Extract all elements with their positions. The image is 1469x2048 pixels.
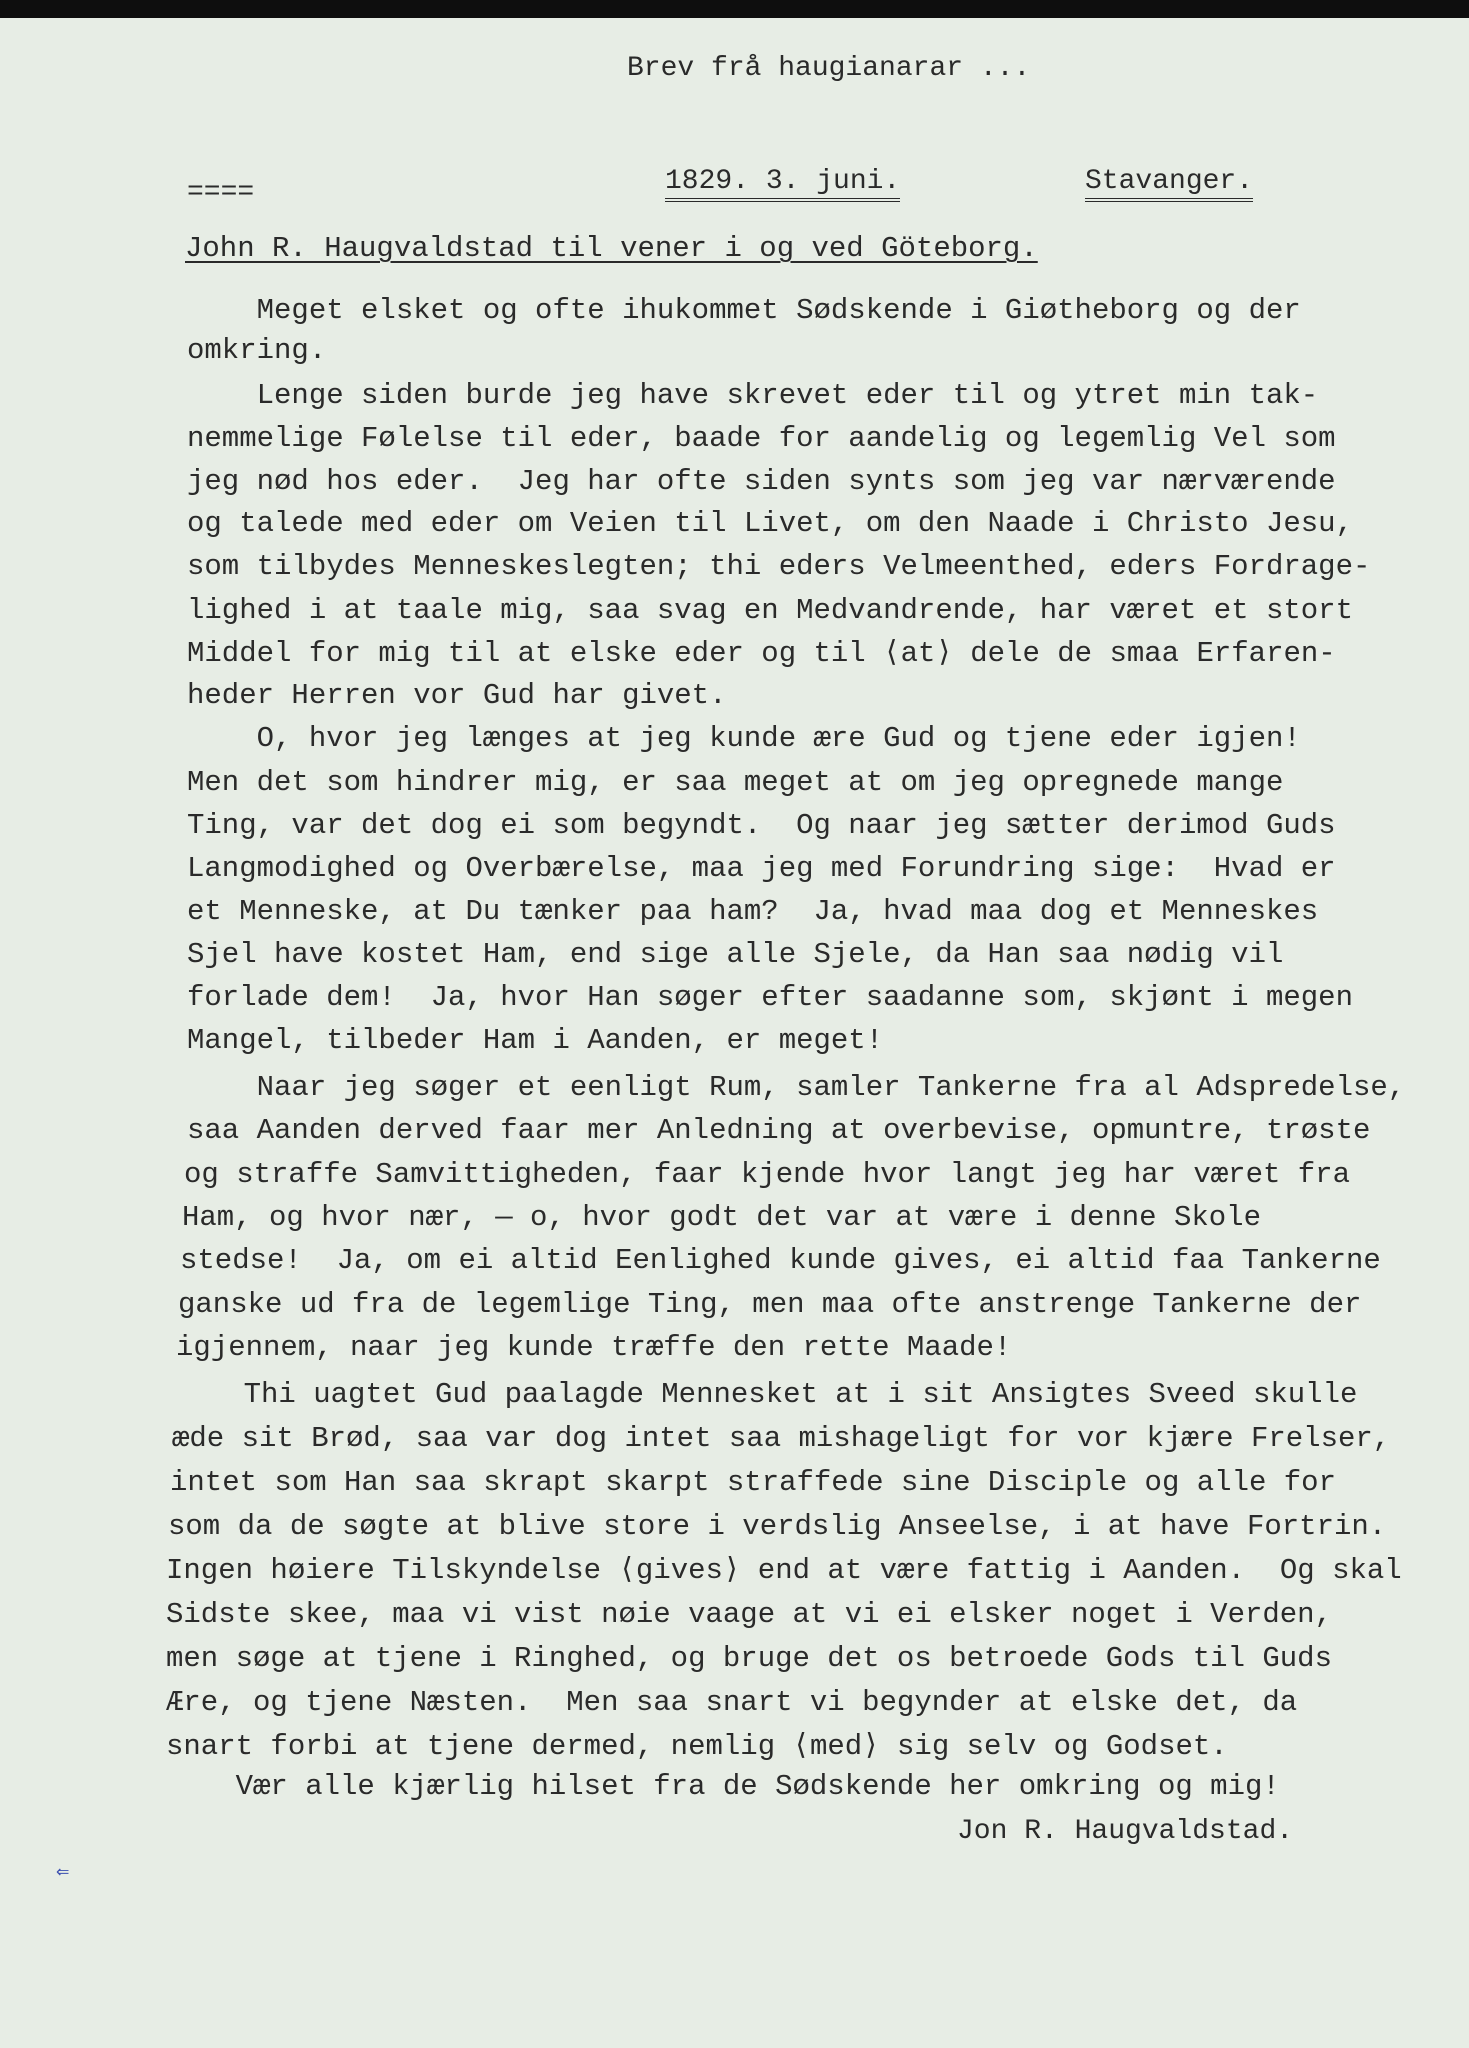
body-line: saa Aanden derved faar mer Anledning at overbevise, opmuntre, trøste	[187, 1114, 1371, 1147]
running-title: Brev frå haugianarar ...	[627, 53, 1031, 84]
body-line: Ingen høiere Tilskyndelse ⟨gives⟩ end at være fattig i Aanden. Og skal	[166, 1554, 1402, 1587]
body-line: Meget elsket og ofte ihukommet Sødskende i Giøtheborg og der	[187, 294, 1301, 327]
letter-date	[665, 168, 900, 196]
body-line: Ære, og tjene Næsten. Men saa snart vi begynder at elske det, da	[166, 1686, 1298, 1719]
body-line: intet som Han saa skrapt skarpt straffede sine Disciple og alle for	[170, 1466, 1336, 1499]
letter-place-text: Stavanger.	[1085, 166, 1253, 202]
body-line: snart forbi at tjene dermed, nemlig ⟨med⟩ sig selv og Godset.	[166, 1730, 1228, 1763]
body-line: Ham, og hvor nær, — o, hvor godt det var at være i denne Skole	[182, 1201, 1261, 1234]
body-line: Vær alle kjærlig hilset fra de Sødskende her omkring og mig!	[166, 1770, 1280, 1803]
signature: Jon R. Haugvaldstad.	[957, 1816, 1294, 1847]
body-line: omkring.	[187, 334, 327, 367]
body-line: lighed i at taale mig, saa svag en Medvandrende, har været et stort	[187, 594, 1353, 627]
body-line: Middel for mig til at elske eder og til ⟨at⟩ dele de smaa Erfaren-	[187, 637, 1336, 670]
body-line: men søge at tjene i Ringhed, og bruge det os betroede Gods til Guds	[166, 1642, 1332, 1675]
body-line: og talede med eder om Veien til Livet, om den Naade i Christo Jesu,	[187, 507, 1353, 540]
body-line: igjennem, naar jeg kunde træffe den rette Maade!	[176, 1331, 1012, 1364]
body-line: Sidste skee, maa vi vist nøie vaage at vi ei elsker noget i Verden,	[166, 1598, 1332, 1631]
body-line: Naar jeg søger et eenligt Rum, samler Tankerne fra al Adspredelse,	[187, 1071, 1406, 1104]
body-line: Langmodighed og Overbærelse, maa jeg med Forundring sige: Hvad er	[187, 852, 1336, 885]
body-line: æde sit Brød, saa var dog intet saa mishageligt for vor kjære Frelser,	[172, 1422, 1391, 1455]
body-line: og straffe Samvittigheden, faar kjende hvor langt jeg har været fra	[184, 1158, 1350, 1191]
body-line: heder Herren vor Gud har givet.	[187, 679, 727, 712]
scan-border	[0, 0, 1469, 18]
body-line: Mangel, tilbeder Ham i Aanden, er meget!	[187, 1024, 884, 1057]
separator: ====	[187, 177, 255, 208]
body-line: Sjel have kostet Ham, end sige alle Sjele, da Han saa nødig vil	[187, 938, 1284, 971]
body-line: O, hvor jeg længes at jeg kunde ære Gud og tjene eder igjen!	[187, 722, 1301, 755]
body-line: som da de søgte at blive store i verdslig Anseelse, i at have Fortrin.	[168, 1510, 1387, 1543]
body-line: som tilbydes Menneskeslegten; thi eders Velmeenthed, eders Fordrage-	[187, 550, 1371, 583]
body-line: jeg nød hos eder. Jeg har ofte siden synts som jeg var nærværende	[187, 465, 1336, 498]
body-line: Men det som hindrer mig, er saa meget at om jeg opregnede mange	[187, 766, 1284, 799]
body-line: et Menneske, at Du tænker paa ham? Ja, hvad maa dog et Menneskes	[187, 895, 1319, 928]
body-line: stedse! Ja, om ei altid Eenlighed kunde gives, ei altid faa Tankerne	[180, 1244, 1381, 1277]
margin-mark: ⇐	[56, 1862, 70, 1881]
body-line: Thi uagtet Gud paalagde Mennesket at i sit Ansigtes Sveed skulle	[174, 1378, 1358, 1411]
letter-heading: John R. Haugvaldstad til vener i og ved Göteborg.	[185, 232, 1038, 265]
body-line: Lenge siden burde jeg have skrevet eder til og ytret min tak-	[187, 379, 1319, 412]
body-line: ganske ud fra de legemlige Ting, men maa ofte anstrenge Tankerne der	[178, 1288, 1362, 1321]
body-line: forlade dem! Ja, hvor Han søger efter saadanne som, skjønt i megen	[187, 981, 1353, 1014]
body-line: Ting, var det dog ei som begyndt. Og naar jeg sætter derimod Guds	[187, 809, 1336, 842]
letter-place	[1085, 168, 1253, 196]
body-line: nemmelige Følelse til eder, baade for aandelig og legemlig Vel som	[187, 422, 1336, 455]
letter-date-text: 1829. 3. juni.	[665, 166, 900, 202]
